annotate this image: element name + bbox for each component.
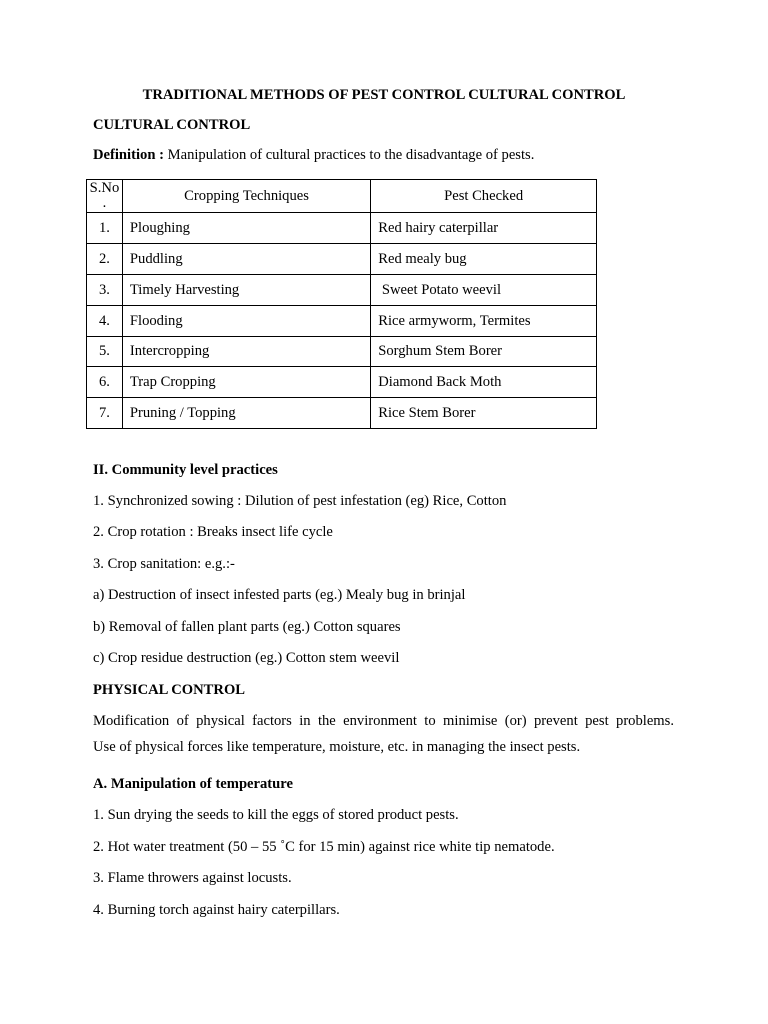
cell-sno: 4. (87, 305, 123, 336)
cell-pest: Red hairy caterpillar (371, 213, 597, 244)
section-heading-community: II. Community level practices (93, 462, 278, 478)
list-item: 2. Crop rotation : Breaks insect life cycle (93, 524, 333, 540)
list-item: 3. Crop sanitation: e.g.:- (93, 556, 235, 572)
header-technique: Cropping Techniques (122, 180, 370, 213)
section-heading-physical-control: PHYSICAL CONTROL (93, 682, 246, 698)
list-item: 1. Sun drying the seeds to kill the eggs of stored product pests. (93, 807, 459, 823)
header-sno-line2: . (102, 194, 107, 211)
cell-pest: Sorghum Stem Borer (371, 336, 597, 367)
definition-text: Manipulation of cultural practices to the disadvantage of pests. (167, 147, 535, 163)
cell-sno: 5. (87, 336, 123, 367)
list-item: 4. Burning torch against hairy caterpillars. (93, 902, 340, 918)
cell-sno: 7. (87, 398, 123, 429)
list-item: 3. Flame throwers against locusts. (93, 870, 292, 886)
list-item: a) Destruction of insect infested parts (eg.) Mealy bug in brinjal (93, 587, 466, 603)
paragraph-line: Modification of physical factors in the environment to minimise (or) prevent pest problems. (93, 713, 674, 729)
table-row (87, 305, 597, 336)
table-row (87, 243, 597, 274)
definition-label: Definition : (93, 147, 164, 163)
paragraph-line: Use of physical forces like temperature, moisture, etc. in managing the insect pests. (93, 739, 581, 755)
table-row (87, 336, 597, 367)
header-sno (87, 180, 123, 213)
list-item: 2. Hot water treatment (50 – 55 ˚C for 15 min) against rice white tip nematode. (93, 839, 555, 855)
header-sno-line1: S.No (89, 180, 120, 197)
cell-sno: 3. (87, 274, 123, 305)
cell-technique: Pruning / Topping (122, 398, 370, 429)
table-row (87, 367, 597, 398)
table-header-row (87, 180, 597, 213)
cell-sno: 6. (87, 367, 123, 398)
list-item: c) Crop residue destruction (eg.) Cotton stem weevil (93, 650, 400, 666)
cell-pest: Rice Stem Borer (371, 398, 597, 429)
cell-technique: Intercropping (122, 336, 370, 367)
list-item: 1. Synchronized sowing : Dilution of pest infestation (eg) Rice, Cotton (93, 493, 507, 509)
cell-sno: 1. (87, 213, 123, 244)
document-title: TRADITIONAL METHODS OF PEST CONTROL CULTURAL CONTROL (142, 87, 626, 103)
cell-technique: Trap Cropping (122, 367, 370, 398)
cell-pest: Red mealy bug (371, 243, 597, 274)
table-row (87, 398, 597, 429)
cell-technique: Ploughing (122, 213, 370, 244)
cell-pest: Rice armyworm, Termites (371, 305, 597, 336)
cell-technique: Puddling (122, 243, 370, 274)
cell-pest: Sweet Potato weevil (371, 274, 597, 305)
list-item: b) Removal of fallen plant parts (eg.) Cotton squares (93, 619, 401, 635)
cell-pest: Diamond Back Moth (371, 367, 597, 398)
table-row (87, 213, 597, 244)
header-pest: Pest Checked (371, 180, 597, 213)
cell-sno: 2. (87, 243, 123, 274)
section-heading-temperature: A. Manipulation of temperature (93, 776, 293, 792)
definition-line (93, 147, 534, 165)
cell-technique: Flooding (122, 305, 370, 336)
cropping-techniques-table (86, 179, 597, 429)
cell-technique: Timely Harvesting (122, 274, 370, 305)
section-heading-cultural-control: CULTURAL CONTROL (93, 117, 251, 133)
table-row (87, 274, 597, 305)
